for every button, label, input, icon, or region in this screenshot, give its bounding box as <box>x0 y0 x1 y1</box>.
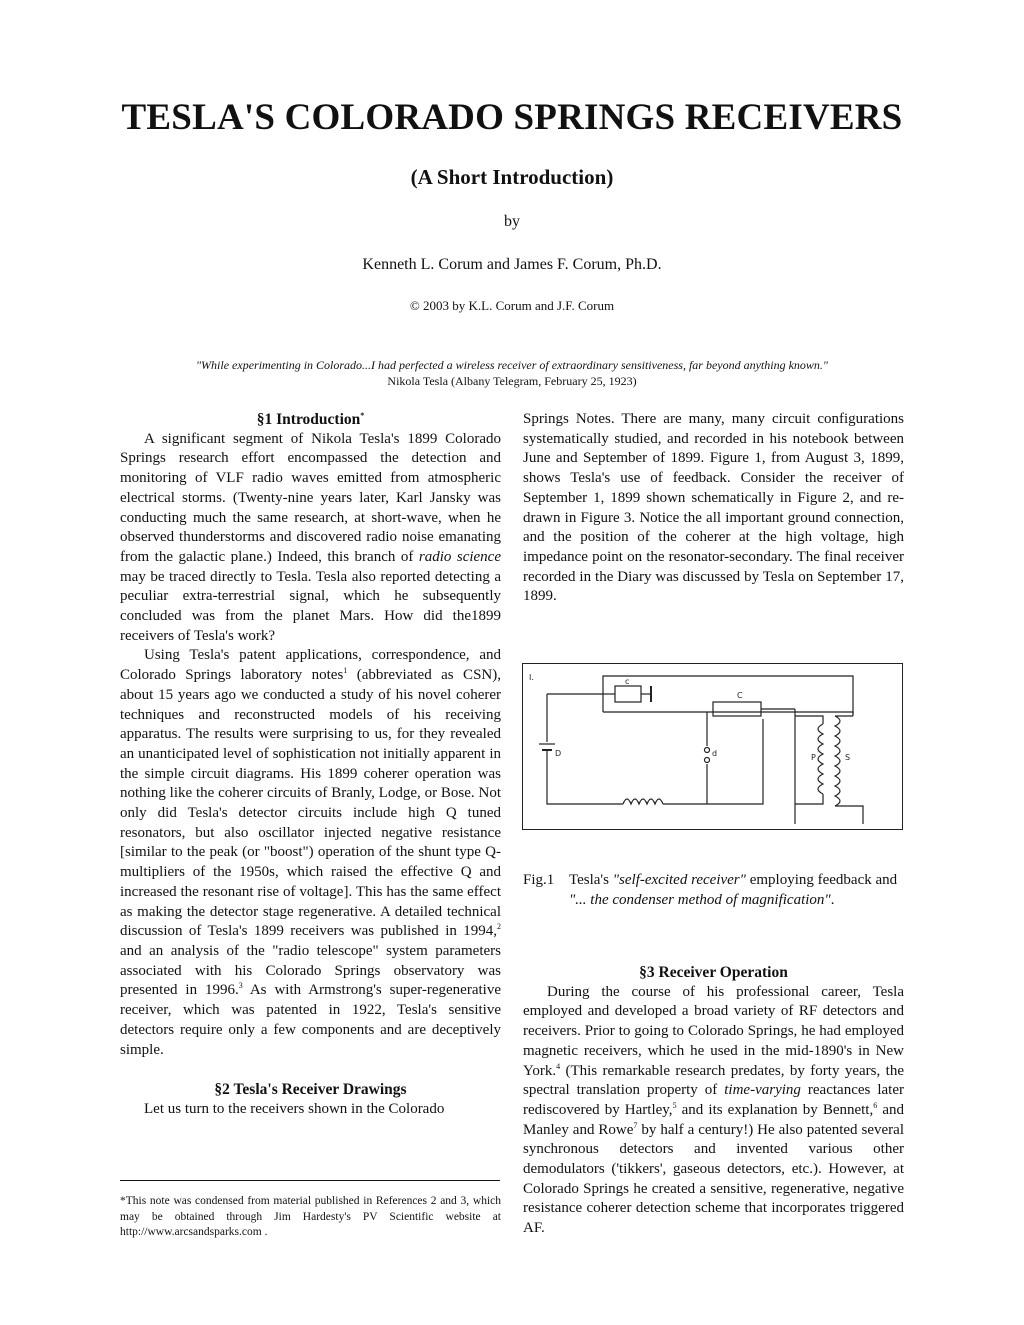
label-C-big: C <box>737 691 743 700</box>
label-d: d <box>712 749 718 758</box>
epigraph-quote: "While experimenting in Colorado...I had perfected a wireless receiver of extraordinary sensitiveness, far beyond anything known." <box>196 358 828 372</box>
byline-by: by <box>504 213 520 230</box>
paper-title: TESLA'S COLORADO SPRINGS RECEIVERS <box>121 97 903 138</box>
copyright-notice: © 2003 by K.L. Corum and J.F. Corum <box>409 298 615 313</box>
right-column <box>523 410 904 607</box>
label-S: S <box>845 753 851 762</box>
section-1-paragraph-1: A significant segment of Nikola Tesla's 1899 Colorado Springs research effort encompassed the detection and monitoring of VLF radio waves emitted from atmospheric electrical storms. (Twenty-nine years later, Karl Jansky was conducting much the same research, at short-wave, when he observed thunderstorms and discovered radio noise emanating from the galactic plane.) Indeed, this branch of radio science may be traced directly to Tesla. Tesla also reported detecting a peculiar extra-terrestrial signal, which he subsequently concluded was from the planet Mars. How did the1899 receivers of Tesla's work? <box>120 430 501 644</box>
section-1-heading: §1 Introduction* <box>256 410 365 428</box>
circuit-schematic <box>523 664 902 829</box>
section-3-paragraph-1: During the course of his professional career, Tesla employed and developed a broad variety of RF detectors and receivers. Prior to going to Colorado Springs, he had employed magnetic receivers, which he used in the mid-1890's in New York.$^4$ (This remarkable research predates, by forty years, the spectral translation property of time-varying reactances later rediscovered by Hartley,$^5$ and its explanation by Bennett,$^6$ and Manley and Rowe$^7$ by half a century!) He also patented several synchronous detectors and invented various other demodulators ('tikkers', gaseous detectors, etc.). However, at Colorado Springs he created a sensitive, regenerative, negative resistance coherer detection scheme that incorporates triggered AF. <box>523 983 904 1237</box>
figure-caption-text: Tesla's "self-excited receiver" employing feedback and "... the condenser method of magnification". <box>569 872 898 908</box>
section-3-heading: §3 Receiver Operation <box>639 964 788 981</box>
section-2-paragraph-1-continued: Springs Notes. There are many, many circuit configurations systematically studied, and recorded in his notebook between June and September of 1899. Figure 1, from August 3, 1899, shows Tesla's use of feedback. Consider the receiver of September 1, 1899 shown schematically in Figure 2, and re-drawn in Figure 3. Notice the all important ground connection, and the position of the coherer at the high voltage, high impedance point on the resonator-secondary. The final receiver recorded in the Diary was discussed by Tesla on September 17, 1899. <box>523 411 904 605</box>
section-2-heading: §2 Tesla's Receiver Drawings <box>214 1081 407 1099</box>
epigraph-source: Nikola Tesla (Albany Telegram, February 25, 1923) <box>387 374 637 388</box>
authors: Kenneth L. Corum and James F. Corum, Ph.D. <box>362 256 662 273</box>
figure-panel-label: I. <box>529 673 534 682</box>
left-column <box>120 410 501 1120</box>
label-c-small: c <box>625 677 630 686</box>
section-2-paragraph-1-start: Let us turn to the receivers shown in the Colorado <box>144 1100 445 1117</box>
footnote: *This note was condensed from material published in References 2 and 3, which may be obtained through Jim Hardesty's PV Scientific website at http://www.arcsandsparks.com . <box>120 1195 501 1238</box>
label-D: D <box>555 749 562 758</box>
paper-subtitle: (A Short Introduction) <box>410 165 614 189</box>
figure-1-caption <box>523 871 904 910</box>
section-3 <box>523 963 904 1239</box>
figure-1-circuit-diagram <box>522 663 903 830</box>
section-1-paragraph-2: Using Tesla's patent applications, correspondence, and Colorado Springs laboratory notes$^1$ (abbreviated as CSN), about 15 years ago we conducted a study of his novel coherer techniques and reconstructed models of his receiving apparatus. The results were surprising to us, for they revealed an unanticipated level of sophistication not initially apparent in the simple circuit diagrams. His 1899 coherer operation was nothing like the coherer circuits of Branly, Lodge, or Bose. Not only did Tesla's detector circuits include high Q tuned resonators, but also oscillator injected negative resistance [similar to the peak (or "boost") operation of the shunt type Q-multipliers of the 1950s, which raised the effective Q and increased the resonant rise of voltage]. This has the same effect as making the detector stage regenerative. A detailed technical discussion of Tesla's 1899 receivers was published in 1994,$^2$ and an analysis of the "radio telescope" system parameters associated with his Colorado Springs observatory was presented in 1996.$^3$ As with Armstrong's super-regenerative receiver, which was patented in 1922, Tesla's sensitive detectors require only a few components and are deceptively simple. <box>120 647 501 1058</box>
footnote-rule <box>120 1180 500 1181</box>
figure-caption-label: Fig.1 <box>523 872 555 888</box>
label-P: P <box>811 753 816 762</box>
